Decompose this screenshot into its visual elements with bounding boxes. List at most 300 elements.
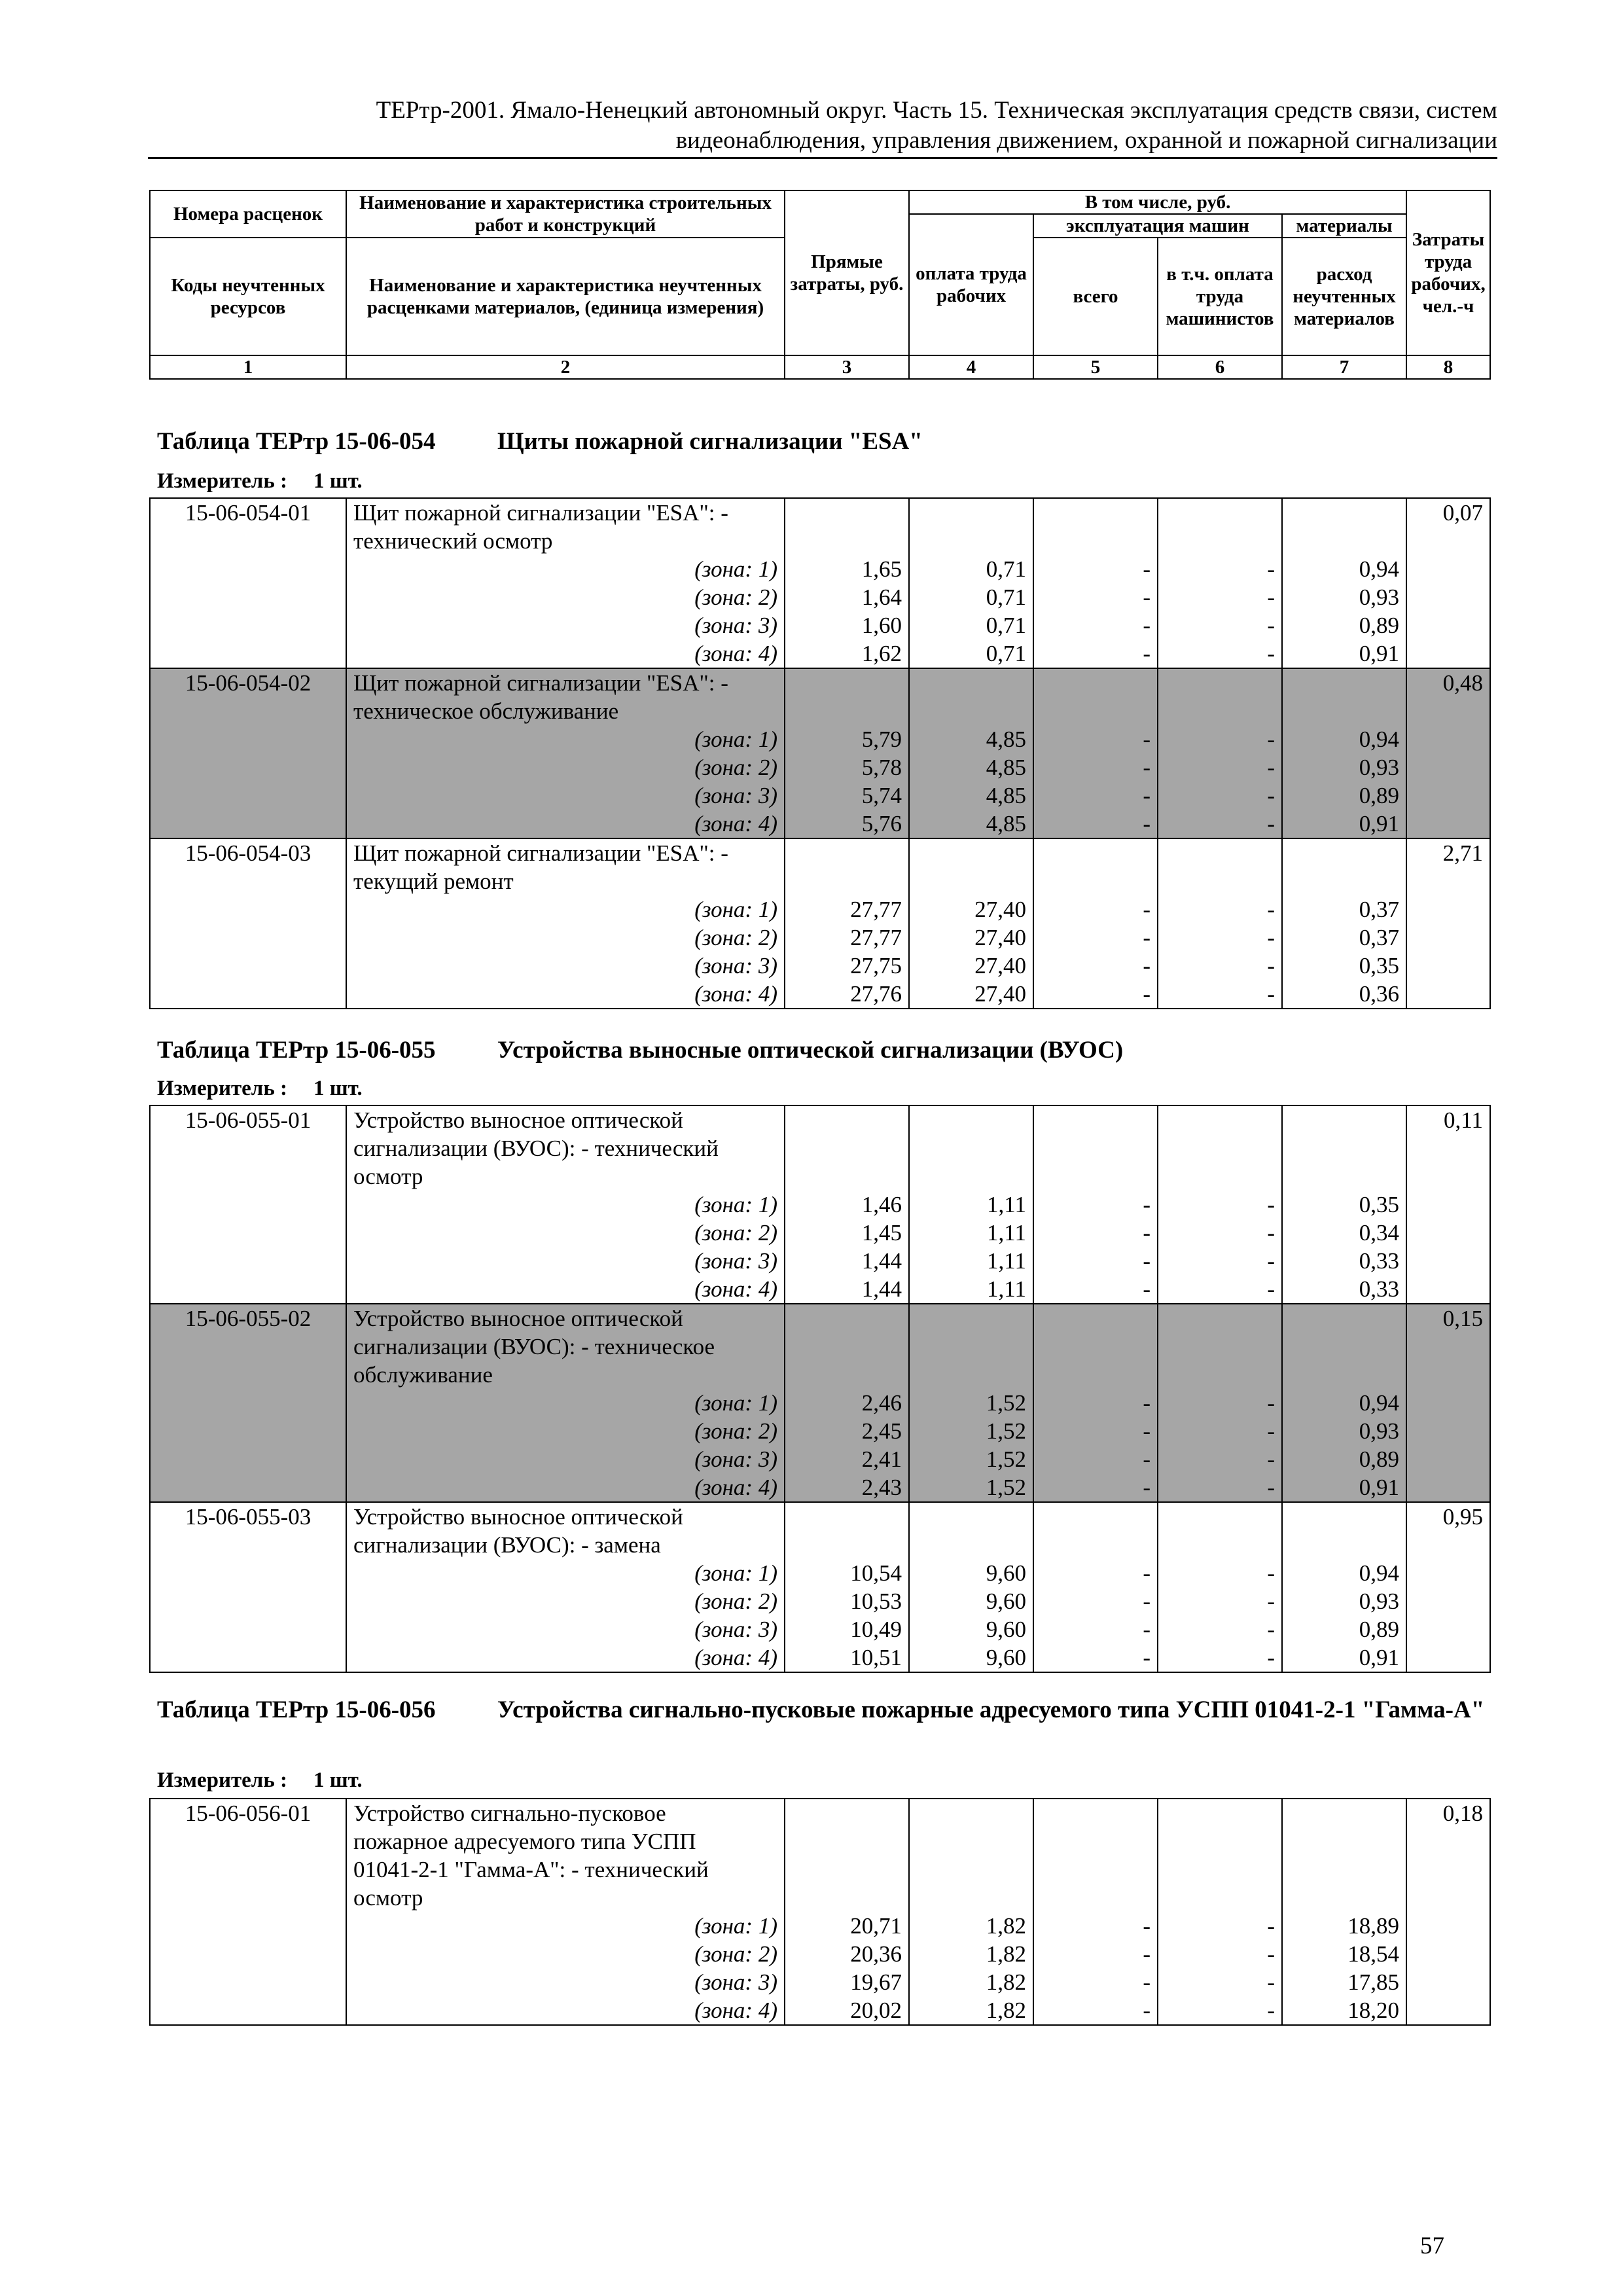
col-number: 8: [1406, 355, 1490, 379]
direct-cost: 10,49: [785, 1615, 909, 1643]
zone-row: [150, 1968, 1490, 1996]
rate-row: [150, 1799, 1490, 1827]
empty-cell: [150, 1996, 346, 2025]
machine-total: -: [1033, 1996, 1158, 2025]
material-cost: 0,89: [1282, 1445, 1406, 1473]
machinist-wage: -: [1158, 1912, 1282, 1940]
zone-row: [150, 725, 1490, 753]
machinist-wage: -: [1158, 924, 1282, 952]
empty-cell: [1158, 838, 1282, 867]
empty-cell: [1158, 1105, 1282, 1134]
rate-name-row: [150, 527, 1490, 555]
empty-cell: [1406, 1643, 1490, 1672]
table-name: Устройства сигнально-пусковые пожарные адресуемого типа УСПП 01041-2-1 "Гамма-А": [497, 1696, 1485, 1723]
empty-cell: [785, 838, 909, 867]
empty-cell: [909, 867, 1033, 895]
direct-cost: 1,64: [785, 583, 909, 611]
measurer-label: Измеритель :: [157, 1768, 288, 1792]
empty-cell: [1282, 1361, 1406, 1389]
col2-bottom-header: Наименование и характеристика неучтенных расценками материалов, (единица измерения): [346, 238, 785, 355]
measurer-label: Измеритель :: [157, 1077, 288, 1100]
direct-cost: 1,60: [785, 611, 909, 639]
machine-total: -: [1033, 1445, 1158, 1473]
rate-code: [150, 1531, 346, 1559]
labor-cost: [1406, 1361, 1490, 1389]
empty-cell: [150, 1275, 346, 1304]
empty-cell: [1158, 1799, 1282, 1827]
machine-total: -: [1033, 1247, 1158, 1275]
materials-header: материалы: [1282, 214, 1406, 238]
zone-row: [150, 1247, 1490, 1275]
material-cost: 0,93: [1282, 583, 1406, 611]
direct-cost: 27,76: [785, 980, 909, 1009]
rate-name-row: [150, 1856, 1490, 1884]
machinist-wage: -: [1158, 810, 1282, 838]
empty-cell: [150, 1473, 346, 1502]
empty-cell: [150, 1968, 346, 1996]
empty-cell: [1282, 527, 1406, 555]
empty-cell: [150, 1219, 346, 1247]
direct-cost: 1,62: [785, 639, 909, 668]
empty-cell: [909, 697, 1033, 725]
direct-cost: 27,77: [785, 924, 909, 952]
empty-cell: [1406, 639, 1490, 668]
empty-cell: [1282, 1502, 1406, 1531]
empty-cell: [1406, 1275, 1490, 1304]
labor-cost: [1406, 527, 1490, 555]
machine-total: -: [1033, 1968, 1158, 1996]
empty-cell: [1406, 1615, 1490, 1643]
col7-header: расход неучтенных материалов: [1282, 238, 1406, 355]
empty-cell: [150, 725, 346, 753]
empty-cell: [1406, 1559, 1490, 1587]
rate-row: [150, 1304, 1490, 1333]
rate-name-line: обслуживание: [346, 1361, 785, 1389]
direct-cost: 1,45: [785, 1219, 909, 1247]
col-number: 6: [1158, 355, 1282, 379]
direct-cost: 2,43: [785, 1473, 909, 1502]
machine-total: -: [1033, 555, 1158, 583]
rate-name-row: [150, 1333, 1490, 1361]
rate-code: 15-06-054-01: [150, 498, 346, 527]
empty-cell: [909, 1531, 1033, 1559]
material-cost: 0,93: [1282, 753, 1406, 781]
empty-cell: [1406, 1389, 1490, 1417]
zone-label: (зона: 2): [346, 753, 785, 781]
col-number: 1: [150, 355, 346, 379]
machinist-wage: -: [1158, 1389, 1282, 1417]
measurer-unit: 1 шт.: [313, 1768, 363, 1792]
col-number: 2: [346, 355, 785, 379]
rate-name-row: [150, 1162, 1490, 1191]
empty-cell: [909, 838, 1033, 867]
zone-label: (зона: 2): [346, 1940, 785, 1968]
zone-label: (зона: 1): [346, 1559, 785, 1587]
rate-code: 15-06-054-03: [150, 838, 346, 867]
rate-name-line: пожарное адресуемого типа УСПП: [346, 1827, 785, 1856]
machinist-wage: -: [1158, 980, 1282, 1009]
empty-cell: [1158, 1162, 1282, 1191]
measurer: [157, 468, 363, 494]
direct-cost: 1,46: [785, 1191, 909, 1219]
material-cost: 0,93: [1282, 1587, 1406, 1615]
empty-cell: [150, 924, 346, 952]
rate-code: [150, 1162, 346, 1191]
empty-cell: [1406, 1912, 1490, 1940]
empty-cell: [1406, 810, 1490, 838]
worker-wage: 1,82: [909, 1912, 1033, 1940]
empty-cell: [785, 527, 909, 555]
worker-wage: 27,40: [909, 895, 1033, 924]
machine-total: -: [1033, 639, 1158, 668]
zone-label: (зона: 4): [346, 980, 785, 1009]
empty-cell: [1033, 1304, 1158, 1333]
material-cost: 0,89: [1282, 781, 1406, 810]
empty-cell: [1282, 1884, 1406, 1912]
empty-cell: [785, 1531, 909, 1559]
empty-cell: [150, 895, 346, 924]
rates-table: [149, 1105, 1491, 1673]
machinist-wage: -: [1158, 1191, 1282, 1219]
zone-label: (зона: 1): [346, 1912, 785, 1940]
rate-code: [150, 1827, 346, 1856]
empty-cell: [1282, 668, 1406, 697]
rates-table: [149, 497, 1491, 1009]
empty-cell: [1282, 1105, 1406, 1134]
table-title: [157, 427, 923, 457]
zone-row: [150, 1912, 1490, 1940]
empty-cell: [1406, 583, 1490, 611]
empty-cell: [1033, 1502, 1158, 1531]
empty-cell: [1033, 1162, 1158, 1191]
empty-cell: [150, 952, 346, 980]
empty-cell: [785, 1502, 909, 1531]
empty-cell: [1158, 1827, 1282, 1856]
empty-cell: [1282, 1827, 1406, 1856]
zone-label: (зона: 4): [346, 639, 785, 668]
zone-label: (зона: 1): [346, 725, 785, 753]
empty-cell: [1282, 867, 1406, 895]
rate-name-row: [150, 1134, 1490, 1162]
rate-row: [150, 838, 1490, 867]
table-title: [157, 1035, 1124, 1066]
empty-cell: [909, 1333, 1033, 1361]
empty-cell: [785, 1361, 909, 1389]
empty-cell: [1406, 1968, 1490, 1996]
measurer-unit: 1 шт.: [313, 469, 363, 493]
material-cost: 18,54: [1282, 1940, 1406, 1968]
worker-wage: 1,52: [909, 1417, 1033, 1445]
table-code: Таблица ТЕРтр 15-06-055: [157, 1037, 436, 1064]
machinist-wage: -: [1158, 1473, 1282, 1502]
direct-cost: 5,78: [785, 753, 909, 781]
direct-cost: 2,41: [785, 1445, 909, 1473]
empty-cell: [909, 1856, 1033, 1884]
empty-cell: [150, 1912, 346, 1940]
empty-cell: [150, 1940, 346, 1968]
empty-cell: [1033, 1827, 1158, 1856]
rate-name-line: Устройство выносное оптической: [346, 1105, 785, 1134]
zone-row: [150, 555, 1490, 583]
zone-label: (зона: 3): [346, 1968, 785, 1996]
direct-cost: 5,74: [785, 781, 909, 810]
machine-total: -: [1033, 781, 1158, 810]
zone-row: [150, 1389, 1490, 1417]
zone-row: [150, 810, 1490, 838]
empty-cell: [150, 980, 346, 1009]
direct-cost: 2,45: [785, 1417, 909, 1445]
labor-cost: [1406, 1827, 1490, 1856]
direct-cost: 5,76: [785, 810, 909, 838]
empty-cell: [1158, 1134, 1282, 1162]
empty-cell: [785, 1304, 909, 1333]
machinist-wage: -: [1158, 583, 1282, 611]
zone-label: (зона: 2): [346, 924, 785, 952]
zone-row: [150, 1559, 1490, 1587]
zone-label: (зона: 2): [346, 1219, 785, 1247]
group-header: В том числе, руб.: [909, 190, 1406, 214]
empty-cell: [1282, 1134, 1406, 1162]
worker-wage: 4,85: [909, 810, 1033, 838]
zone-row: [150, 753, 1490, 781]
zone-label: (зона: 4): [346, 1473, 785, 1502]
col-number: 5: [1033, 355, 1158, 379]
rate-name-line: сигнализации (ВУОС): - техническое: [346, 1333, 785, 1361]
zone-label: (зона: 4): [346, 1643, 785, 1672]
worker-wage: 1,52: [909, 1445, 1033, 1473]
worker-wage: 4,85: [909, 753, 1033, 781]
rate-name-line: сигнализации (ВУОС): - замена: [346, 1531, 785, 1559]
labor-cost: 0,48: [1406, 668, 1490, 697]
machinist-wage: -: [1158, 952, 1282, 980]
empty-cell: [1406, 725, 1490, 753]
empty-cell: [1158, 668, 1282, 697]
material-cost: 0,91: [1282, 639, 1406, 668]
zone-label: (зона: 3): [346, 1615, 785, 1643]
empty-cell: [1282, 838, 1406, 867]
empty-cell: [1406, 1996, 1490, 2025]
machinist-wage: -: [1158, 555, 1282, 583]
machinist-wage: -: [1158, 1643, 1282, 1672]
machine-total: -: [1033, 1587, 1158, 1615]
rate-row: [150, 1502, 1490, 1531]
rate-name-line: Устройство сигнально-пусковое: [346, 1799, 785, 1827]
machine-total: -: [1033, 1473, 1158, 1502]
labor-cost: [1406, 1884, 1490, 1912]
rate-code: 15-06-055-03: [150, 1502, 346, 1531]
rate-name-row: [150, 1884, 1490, 1912]
direct-cost: 10,53: [785, 1587, 909, 1615]
material-cost: 0,37: [1282, 924, 1406, 952]
worker-wage: 27,40: [909, 952, 1033, 980]
col3-header: Прямые затраты, руб.: [785, 190, 909, 355]
worker-wage: 1,82: [909, 1940, 1033, 1968]
worker-wage: 4,85: [909, 725, 1033, 753]
empty-cell: [1282, 1333, 1406, 1361]
worker-wage: 1,82: [909, 1996, 1033, 2025]
empty-cell: [1033, 1799, 1158, 1827]
zone-label: (зона: 2): [346, 583, 785, 611]
machinist-wage: -: [1158, 781, 1282, 810]
empty-cell: [785, 1799, 909, 1827]
col8-header: Затраты труда рабочих, чел.-ч: [1406, 190, 1490, 355]
zone-label: (зона: 2): [346, 1417, 785, 1445]
empty-cell: [1033, 1333, 1158, 1361]
zone-row: [150, 781, 1490, 810]
machine-total: -: [1033, 753, 1158, 781]
machine-total: -: [1033, 1417, 1158, 1445]
rate-code: [150, 527, 346, 555]
material-cost: 0,33: [1282, 1275, 1406, 1304]
empty-cell: [1158, 1304, 1282, 1333]
empty-cell: [785, 1827, 909, 1856]
rate-name-row: [150, 697, 1490, 725]
labor-cost: [1406, 697, 1490, 725]
rate-code: [150, 697, 346, 725]
empty-cell: [150, 639, 346, 668]
machinist-wage: -: [1158, 725, 1282, 753]
rate-code: [150, 1134, 346, 1162]
rate-code: 15-06-056-01: [150, 1799, 346, 1827]
empty-cell: [150, 753, 346, 781]
empty-cell: [150, 1191, 346, 1219]
machine-total: -: [1033, 1275, 1158, 1304]
machinist-wage: -: [1158, 1587, 1282, 1615]
labor-cost: 2,71: [1406, 838, 1490, 867]
worker-wage: 9,60: [909, 1559, 1033, 1587]
empty-cell: [1282, 1531, 1406, 1559]
zone-row: [150, 1587, 1490, 1615]
direct-cost: 1,44: [785, 1247, 909, 1275]
col-number: 3: [785, 355, 909, 379]
rate-name-line: Устройство выносное оптической: [346, 1304, 785, 1333]
empty-cell: [150, 1615, 346, 1643]
direct-cost: 1,44: [785, 1275, 909, 1304]
col4-header: оплата труда рабочих: [909, 214, 1033, 355]
rate-name-line: Щит пожарной сигнализации "ESA": -: [346, 668, 785, 697]
empty-cell: [1406, 611, 1490, 639]
worker-wage: 9,60: [909, 1643, 1033, 1672]
empty-cell: [909, 498, 1033, 527]
empty-cell: [1033, 527, 1158, 555]
empty-cell: [150, 1445, 346, 1473]
empty-cell: [1158, 1531, 1282, 1559]
worker-wage: 27,40: [909, 980, 1033, 1009]
direct-cost: 27,75: [785, 952, 909, 980]
empty-cell: [909, 1361, 1033, 1389]
material-cost: 0,89: [1282, 1615, 1406, 1643]
rate-name-row: [150, 867, 1490, 895]
machinist-wage: -: [1158, 1559, 1282, 1587]
measurer: [157, 1767, 363, 1793]
worker-wage: 1,11: [909, 1247, 1033, 1275]
zone-row: [150, 1473, 1490, 1502]
worker-wage: 0,71: [909, 555, 1033, 583]
zone-row: [150, 980, 1490, 1009]
empty-cell: [909, 1134, 1033, 1162]
machine-total: -: [1033, 810, 1158, 838]
empty-cell: [1406, 952, 1490, 980]
labor-cost: 0,07: [1406, 498, 1490, 527]
labor-cost: [1406, 1134, 1490, 1162]
empty-cell: [1406, 1219, 1490, 1247]
empty-cell: [1033, 1105, 1158, 1134]
worker-wage: 0,71: [909, 583, 1033, 611]
empty-cell: [1033, 498, 1158, 527]
empty-cell: [150, 611, 346, 639]
machinist-wage: -: [1158, 1968, 1282, 1996]
machine-total: -: [1033, 583, 1158, 611]
empty-cell: [909, 1304, 1033, 1333]
rates-table: [149, 1798, 1491, 2026]
machinist-wage: -: [1158, 895, 1282, 924]
empty-cell: [1406, 1247, 1490, 1275]
machine-total: -: [1033, 1219, 1158, 1247]
machine-total: -: [1033, 924, 1158, 952]
empty-cell: [1158, 867, 1282, 895]
empty-cell: [1158, 1361, 1282, 1389]
rate-name-row: [150, 1361, 1490, 1389]
material-cost: 0,35: [1282, 952, 1406, 980]
zone-label: (зона: 3): [346, 952, 785, 980]
direct-cost: 20,36: [785, 1940, 909, 1968]
worker-wage: 27,40: [909, 924, 1033, 952]
rate-name-line: Щит пожарной сигнализации "ESA": -: [346, 838, 785, 867]
material-cost: 0,37: [1282, 895, 1406, 924]
direct-cost: 19,67: [785, 1968, 909, 1996]
material-cost: 0,93: [1282, 1417, 1406, 1445]
empty-cell: [785, 1333, 909, 1361]
empty-cell: [785, 1105, 909, 1134]
material-cost: 17,85: [1282, 1968, 1406, 1996]
empty-cell: [150, 1559, 346, 1587]
empty-cell: [785, 1134, 909, 1162]
machinist-wage: -: [1158, 639, 1282, 668]
labor-cost: [1406, 1856, 1490, 1884]
table-name: Щиты пожарной сигнализации "ESA": [497, 428, 923, 455]
empty-cell: [1282, 1304, 1406, 1333]
direct-cost: 1,65: [785, 555, 909, 583]
zone-label: (зона: 1): [346, 895, 785, 924]
zone-label: (зона: 1): [346, 1389, 785, 1417]
labor-cost: [1406, 1531, 1490, 1559]
zone-row: [150, 639, 1490, 668]
table-code: Таблица ТЕРтр 15-06-054: [157, 428, 436, 455]
empty-cell: [1282, 1856, 1406, 1884]
rate-code: [150, 867, 346, 895]
labor-cost: 0,95: [1406, 1502, 1490, 1531]
labor-cost: [1406, 1162, 1490, 1191]
worker-wage: 1,11: [909, 1191, 1033, 1219]
worker-wage: 1,82: [909, 1968, 1033, 1996]
direct-cost: 10,54: [785, 1559, 909, 1587]
empty-cell: [785, 1856, 909, 1884]
empty-cell: [1033, 1884, 1158, 1912]
empty-cell: [785, 1884, 909, 1912]
table-name: Устройства выносные оптической сигнализации (ВУОС): [497, 1037, 1124, 1064]
empty-cell: [150, 1389, 346, 1417]
worker-wage: 9,60: [909, 1587, 1033, 1615]
rate-code: 15-06-055-01: [150, 1105, 346, 1134]
rate-name-line: 01041-2-1 "Гамма-А": - технический: [346, 1856, 785, 1884]
empty-cell: [150, 1643, 346, 1672]
machine-total: -: [1033, 1643, 1158, 1672]
machinist-wage: -: [1158, 1445, 1282, 1473]
direct-cost: 2,46: [785, 1389, 909, 1417]
rate-name-row: [150, 1531, 1490, 1559]
col1-bottom-header: Коды неучтенных ресурсов: [150, 238, 346, 355]
empty-cell: [1406, 980, 1490, 1009]
